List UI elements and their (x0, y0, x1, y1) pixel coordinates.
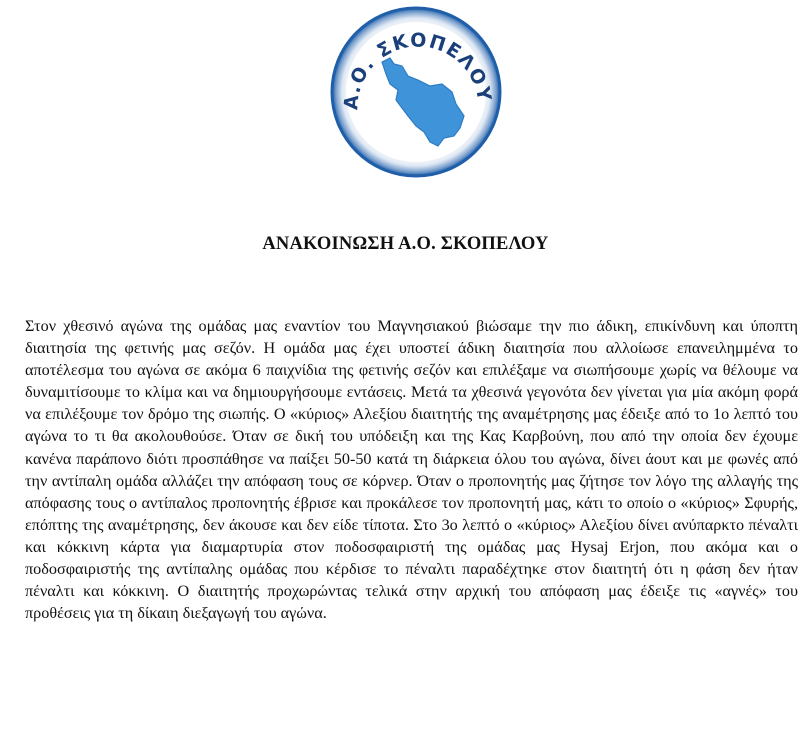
document-title: ΑΝΑΚΟΙΝΩΣΗ Α.Ο. ΣΚΟΠΕΛΟΥ (262, 234, 549, 254)
club-logo-emblem (328, 4, 504, 180)
document-body: Στον χθεσινό αγώνα της ομάδας μας εναντίον του Μαγνησιακού βιώσαμε την πιο άδικη, επικίνδυνη και ύποπτη διαιτησία της φετινής μας σεζόν. Η ομάδα μας έχει υποστεί άδικη διαιτησία που αλλοίωσε επανειλημμένα το αποτέλεσμα του αγώνα σε ακόμα 6 παιχνίδια της φετινής σεζόν και επιλέξαμε να σιωπήσουμε χωρίς να θέλουμε να δυναμιτίσουμε το κλίμα και να δημιουργήσουμε εντάσεις. Μετά τα χθεσινά γεγονότα δεν γίνεται για μία ακόμη φορά να επιλέξουμε τον δρόμο της σιωπής. Ο «κύριος» Αλεξίου διαιτητής της αναμέτρησης μας έδειξε από το 1ο λεπτό του αγώνα το τι θα ακολουθούσε. Όταν σε δική του υπόδειξη και της Κας Καρβούνη, που από την οποία δεν έχουμε κανένα παράπονο διότι προσπάθησε να παίξει 50-50 κατά τη διάρκεια όλου του αγώνα, δίνει άουτ και με φωνές από την αντίπαλη ομάδα αλλάζει την απόφαση τους σε κόρνερ. Όταν ο προπονητής μας ζήτησε τον λόγο της αλλαγής της απόφασης τους ο αντίπαλος προπονητής έβρισε και προκάλεσε τον προπονητή μας, κάτι το οποίο ο «κύριος» Σφυρής, επόπτης της αναμέτρησης, δεν άκουσε και δεν είδε τίποτα. Στο 3ο λεπτό ο «κύριος» Αλεξίου δίνει ανύπαρκτο πέναλτι και κόκκινη κάρτα για διαμαρτυρία στον ποδοσφαιριστή της ομάδας μας Hysaj Erjon, που ακόμα και ο ποδοσφαιριστής της αντίπαλης ομάδας που κέρδισε το πέναλτι παραδέχτηκε στον διαιτητή ότι η φάση δεν ήταν πέναλτι και κόκκινη. Ο διαιτητής προχωρώντας τελικά στην αρχική του απόφαση μας έδειξε τις «αγνές» του προθέσεις για τη δίκαιη διεξαγωγή του αγώνα. (25, 317, 798, 623)
logo-ring-text: Α.Ο. ΣΚΟΠΕΛΟΥ (340, 29, 496, 111)
club-logo (328, 4, 504, 180)
